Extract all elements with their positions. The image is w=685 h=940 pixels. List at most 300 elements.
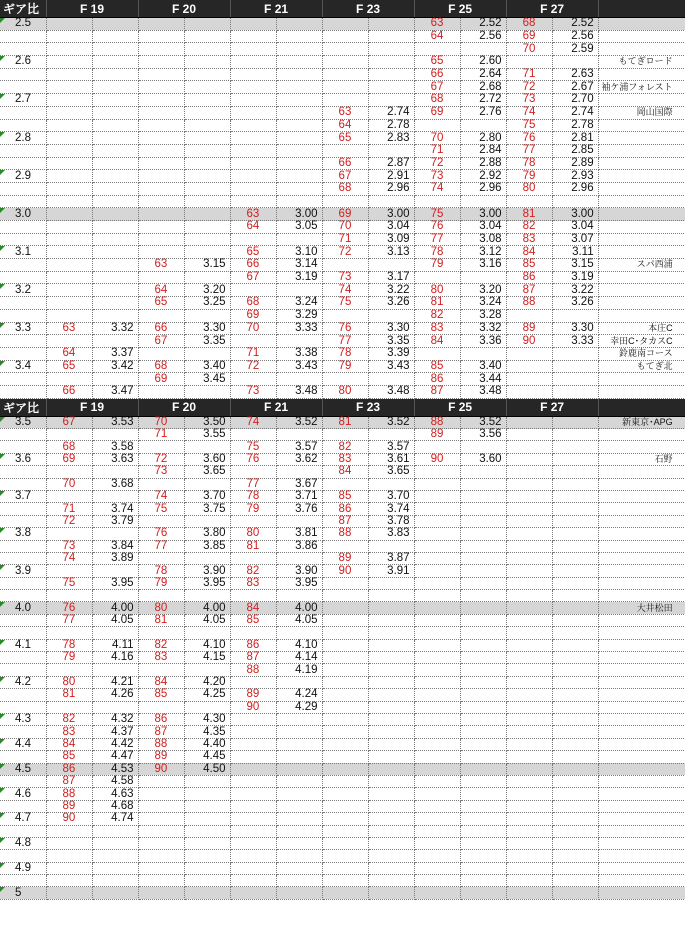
- gear-ratio-cell: [368, 639, 414, 651]
- gear-row: [0, 590, 685, 602]
- gear-ratio-cell: [184, 119, 230, 132]
- gear-ratio-cell: [184, 775, 230, 787]
- chainring-cell: [414, 751, 460, 763]
- chainring-cell: [414, 271, 460, 284]
- gear-ratio-cell: 3.84: [92, 540, 138, 552]
- comment-flag-icon: [0, 764, 5, 769]
- gear-ratio-cell: 3.35: [184, 335, 230, 348]
- chainring-cell: [414, 887, 460, 899]
- chainring-cell: [138, 850, 184, 862]
- chainring-cell: 74: [46, 552, 92, 564]
- gear-ratio-cell: [460, 887, 506, 899]
- course-label: 幸田C･タカスC: [598, 335, 685, 348]
- course-label: [598, 490, 685, 502]
- gear-ratio-cell: 3.14: [276, 259, 322, 272]
- gear-ratio-cell: [276, 800, 322, 812]
- course-label: [598, 208, 685, 221]
- ratio-cell: [0, 738, 46, 750]
- ratio-value: 4.2: [15, 676, 31, 689]
- gear-ratio-cell: [552, 639, 598, 651]
- chainring-cell: [414, 689, 460, 701]
- chainring-cell: 75: [506, 119, 552, 132]
- chainring-cell: 83: [138, 652, 184, 664]
- chainring-cell: 63: [230, 208, 276, 221]
- chainring-cell: 77: [414, 233, 460, 246]
- chainring-cell: [46, 825, 92, 837]
- ratio-cell: [0, 788, 46, 800]
- gear-ratio-cell: 2.89: [552, 157, 598, 170]
- chainring-cell: [46, 627, 92, 639]
- gear-ratio-cell: 3.90: [184, 565, 230, 577]
- gear-ratio-cell: [552, 466, 598, 478]
- chainring-cell: [230, 94, 276, 107]
- comment-flag-icon: [0, 94, 5, 99]
- cog-header-f19: F 19: [46, 399, 138, 417]
- course-label: [598, 157, 685, 170]
- chainring-cell: 77: [230, 478, 276, 490]
- ratio-cell: [0, 875, 46, 887]
- gear-ratio-cell: [276, 552, 322, 564]
- gear-ratio-cell: [92, 373, 138, 386]
- chainring-cell: 70: [322, 221, 368, 234]
- gear-ratio-cell: [92, 528, 138, 540]
- chainring-cell: [138, 664, 184, 676]
- gear-ratio-cell: [552, 385, 598, 398]
- course-label: [598, 862, 685, 874]
- chainring-cell: [230, 850, 276, 862]
- chainring-cell: 74: [414, 182, 460, 195]
- gear-ratio-cell: [460, 195, 506, 208]
- gear-row: [0, 309, 685, 322]
- chainring-cell: [414, 788, 460, 800]
- chainring-cell: [506, 577, 552, 589]
- gear-ratio-cell: [368, 259, 414, 272]
- chainring-cell: 89: [322, 552, 368, 564]
- gear-ratio-cell: [92, 297, 138, 310]
- gear-ratio-cell: [92, 259, 138, 272]
- chainring-cell: 78: [230, 490, 276, 502]
- gear-ratio-cell: [368, 540, 414, 552]
- chainring-cell: [414, 515, 460, 527]
- gear-ratio-cell: [184, 837, 230, 849]
- gear-ratio-cell: [552, 875, 598, 887]
- ratio-cell: [0, 837, 46, 849]
- course-label: [598, 94, 685, 107]
- chainring-cell: [414, 347, 460, 360]
- chainring-cell: [230, 43, 276, 56]
- chainring-cell: [230, 429, 276, 441]
- gear-ratio-cell: [92, 18, 138, 31]
- chainring-cell: [506, 837, 552, 849]
- gear-ratio-cell: [552, 689, 598, 701]
- gear-ratio-cell: 3.32: [92, 322, 138, 335]
- chainring-cell: 76: [506, 132, 552, 145]
- chainring-cell: 90: [230, 701, 276, 713]
- chainring-cell: 86: [322, 503, 368, 515]
- chainring-cell: [46, 373, 92, 386]
- chainring-cell: [414, 614, 460, 626]
- chainring-cell: 87: [230, 652, 276, 664]
- gear-ratio-cell: [276, 68, 322, 81]
- comment-flag-icon: [0, 56, 5, 61]
- gear-ratio-cell: 3.11: [552, 246, 598, 259]
- gear-ratio-cell: [92, 144, 138, 157]
- chainring-cell: 68: [46, 441, 92, 453]
- chainring-cell: [138, 788, 184, 800]
- gear-ratio-cell: [184, 233, 230, 246]
- chainring-cell: 82: [138, 639, 184, 651]
- chainring-cell: 68: [322, 182, 368, 195]
- chainring-cell: 87: [414, 385, 460, 398]
- gear-ratio-cell: [184, 18, 230, 31]
- gear-row: [0, 813, 685, 825]
- gear-ratio-cell: [368, 664, 414, 676]
- gear-ratio-cell: [368, 751, 414, 763]
- gear-row: [0, 453, 685, 465]
- gear-ratio-cell: [184, 875, 230, 887]
- gear-ratio-cell: [276, 825, 322, 837]
- chainring-cell: 86: [46, 763, 92, 775]
- gear-row: [0, 540, 685, 552]
- ratio-cell: [0, 490, 46, 502]
- gear-ratio-cell: [368, 627, 414, 639]
- gear-row: [0, 825, 685, 837]
- gear-ratio-cell: 4.63: [92, 788, 138, 800]
- gear-ratio-cell: [460, 590, 506, 602]
- chainring-cell: 67: [138, 335, 184, 348]
- gear-ratio-cell: [460, 763, 506, 775]
- chainring-cell: 67: [46, 416, 92, 428]
- chainring-cell: 87: [506, 284, 552, 297]
- course-label: 大井松田: [598, 602, 685, 614]
- ratio-cell: [0, 862, 46, 874]
- gear-ratio-cell: [276, 515, 322, 527]
- ratio-cell: [0, 246, 46, 259]
- gear-row: [0, 639, 685, 651]
- chainring-cell: [138, 887, 184, 899]
- gear-ratio-cell: [368, 887, 414, 899]
- gear-ratio-cell: 3.40: [184, 360, 230, 373]
- gear-ratio-cell: 3.33: [276, 322, 322, 335]
- gear-ratio-cell: 3.45: [184, 373, 230, 386]
- course-label: [598, 18, 685, 31]
- chainring-cell: 70: [46, 478, 92, 490]
- course-label: [598, 701, 685, 713]
- chainring-cell: [322, 429, 368, 441]
- gear-ratio-cell: [460, 775, 506, 787]
- course-label: [598, 466, 685, 478]
- ratio-value: 4.4: [15, 737, 31, 750]
- gear-ratio-cell: 4.35: [184, 726, 230, 738]
- gear-ratio-cell: [92, 68, 138, 81]
- ratio-cell: [0, 335, 46, 348]
- gear-ratio-cell: [460, 614, 506, 626]
- gear-ratio-cell: [368, 56, 414, 69]
- chainring-cell: [46, 335, 92, 348]
- gear-ratio-cell: [184, 800, 230, 812]
- gear-ratio-cell: [184, 106, 230, 119]
- gear-ratio-cell: [368, 94, 414, 107]
- gear-ratio-cell: [368, 862, 414, 874]
- gear-ratio-cell: 2.63: [552, 68, 598, 81]
- course-label: 袖ケ浦フォレスト: [598, 81, 685, 94]
- gear-row: [0, 94, 685, 107]
- ratio-value: 3.0: [15, 207, 31, 220]
- comment-flag-icon: [0, 246, 5, 251]
- course-label: [598, 664, 685, 676]
- gear-ratio-cell: [184, 81, 230, 94]
- chainring-cell: [322, 195, 368, 208]
- chainring-cell: [230, 751, 276, 763]
- chainring-cell: 74: [506, 106, 552, 119]
- gear-ratio-cell: [92, 825, 138, 837]
- gear-ratio-cell: [552, 800, 598, 812]
- gear-ratio-cell: [368, 478, 414, 490]
- chainring-cell: [46, 221, 92, 234]
- chainring-cell: [414, 565, 460, 577]
- ratio-cell: [0, 652, 46, 664]
- gear-ratio-cell: 4.42: [92, 738, 138, 750]
- gear-ratio-cell: [460, 639, 506, 651]
- gear-ratio-cell: [552, 195, 598, 208]
- gear-ratio-cell: [552, 309, 598, 322]
- gear-row: [0, 565, 685, 577]
- chainring-cell: [230, 30, 276, 43]
- gear-ratio-table-lower: [0, 399, 685, 900]
- gear-ratio-cell: 2.96: [552, 182, 598, 195]
- chainring-cell: 68: [230, 297, 276, 310]
- gear-ratio-cell: [276, 837, 322, 849]
- chainring-cell: 84: [322, 466, 368, 478]
- gear-ratio-cell: [368, 577, 414, 589]
- chainring-cell: [230, 182, 276, 195]
- gear-ratio-cell: [184, 208, 230, 221]
- chainring-cell: [414, 862, 460, 874]
- ratio-cell: [0, 195, 46, 208]
- upper-rows: [0, 18, 685, 399]
- course-label: [598, 837, 685, 849]
- course-label: [598, 763, 685, 775]
- gear-ratio-cell: 3.17: [368, 271, 414, 284]
- gear-ratio-cell: [184, 309, 230, 322]
- course-label: [598, 429, 685, 441]
- chainring-cell: [46, 701, 92, 713]
- chainring-cell: [414, 43, 460, 56]
- gear-ratio-cell: [92, 195, 138, 208]
- gear-row: [0, 18, 685, 31]
- gear-ratio-cell: [92, 309, 138, 322]
- chainring-cell: [322, 837, 368, 849]
- gear-ratio-cell: 4.25: [184, 689, 230, 701]
- course-label: [598, 132, 685, 145]
- course-label: [598, 788, 685, 800]
- gear-ratio-cell: [552, 788, 598, 800]
- gear-ratio-cell: 3.33: [552, 335, 598, 348]
- chainring-cell: 89: [506, 322, 552, 335]
- course-label: [598, 441, 685, 453]
- chainring-cell: 81: [322, 416, 368, 428]
- gear-ratio-cell: [92, 170, 138, 183]
- ratio-cell: [0, 565, 46, 577]
- cog-header-f23: F 23: [322, 0, 414, 18]
- chainring-cell: [322, 763, 368, 775]
- gear-ratio-cell: [552, 738, 598, 750]
- chainring-cell: [138, 825, 184, 837]
- gear-row: [0, 68, 685, 81]
- gear-ratio-cell: [368, 373, 414, 386]
- course-label: 本庄C: [598, 322, 685, 335]
- gear-ratio-cell: [184, 144, 230, 157]
- gear-ratio-cell: [552, 714, 598, 726]
- chainring-cell: [46, 106, 92, 119]
- gear-ratio-cell: [92, 466, 138, 478]
- gear-ratio-cell: [460, 714, 506, 726]
- chainring-cell: 65: [322, 132, 368, 145]
- gear-ratio-cell: [276, 284, 322, 297]
- gear-ratio-cell: [184, 552, 230, 564]
- gear-ratio-cell: 2.64: [460, 68, 506, 81]
- chainring-cell: [322, 43, 368, 56]
- ratio-cell: [0, 81, 46, 94]
- course-label: [598, 652, 685, 664]
- gear-ratio-cell: [368, 875, 414, 887]
- ratio-value: 3.1: [15, 245, 31, 258]
- cog-header-f23: F 23: [322, 399, 414, 417]
- gear-ratio-cell: 3.53: [92, 416, 138, 428]
- chainring-cell: 70: [506, 43, 552, 56]
- chainring-cell: 73: [46, 540, 92, 552]
- chainring-cell: 89: [230, 689, 276, 701]
- ratio-value: 5: [15, 886, 22, 899]
- gear-ratio-cell: 3.52: [460, 416, 506, 428]
- chainring-cell: [230, 18, 276, 31]
- gear-ratio-cell: [552, 813, 598, 825]
- gear-ratio-cell: [460, 441, 506, 453]
- chainring-cell: [506, 614, 552, 626]
- chainring-cell: [506, 875, 552, 887]
- ratio-cell: [0, 614, 46, 626]
- cog-header-f27: F 27: [506, 0, 598, 18]
- gear-ratio-cell: 3.91: [368, 565, 414, 577]
- gear-ratio-cell: 3.37: [92, 347, 138, 360]
- gear-ratio-cell: 3.60: [460, 453, 506, 465]
- gear-ratio-cell: 2.91: [368, 170, 414, 183]
- ratio-cell: [0, 503, 46, 515]
- chainring-cell: [506, 373, 552, 386]
- gear-ratio-cell: 2.96: [460, 182, 506, 195]
- gear-ratio-cell: 3.20: [460, 284, 506, 297]
- gear-ratio-cell: [92, 208, 138, 221]
- gear-row: [0, 614, 685, 626]
- chainring-cell: 69: [138, 373, 184, 386]
- gear-ratio-cell: 3.68: [92, 478, 138, 490]
- ratio-cell: [0, 751, 46, 763]
- comment-flag-icon: [0, 602, 5, 607]
- gear-ratio-cell: [368, 813, 414, 825]
- chainring-cell: 85: [506, 259, 552, 272]
- gear-ratio-cell: 4.45: [184, 751, 230, 763]
- gear-ratio-cell: [460, 751, 506, 763]
- gear-ratio-cell: 3.83: [368, 528, 414, 540]
- chainring-cell: 77: [138, 540, 184, 552]
- chainring-cell: [322, 18, 368, 31]
- gear-ratio-cell: [552, 664, 598, 676]
- chainring-cell: [506, 515, 552, 527]
- gear-ratio-cell: [368, 309, 414, 322]
- gear-ratio-cell: 2.67: [552, 81, 598, 94]
- chainring-cell: 71: [322, 233, 368, 246]
- gear-ratio-cell: 3.13: [368, 246, 414, 259]
- chainring-cell: 80: [322, 385, 368, 398]
- chainring-cell: 88: [46, 788, 92, 800]
- gear-ratio-cell: [92, 94, 138, 107]
- gear-ratio-cell: [552, 726, 598, 738]
- gear-ratio-cell: 3.48: [276, 385, 322, 398]
- chainring-cell: 83: [506, 233, 552, 246]
- chainring-cell: 74: [138, 490, 184, 502]
- gear-ratio-cell: [368, 614, 414, 626]
- gear-ratio-cell: [184, 887, 230, 899]
- ratio-value: 4.8: [15, 837, 31, 850]
- chainring-cell: [138, 208, 184, 221]
- chainring-cell: 86: [506, 271, 552, 284]
- course-label: 石野: [598, 453, 685, 465]
- gear-row: [0, 335, 685, 348]
- chainring-cell: [506, 800, 552, 812]
- gear-ratio-cell: [184, 825, 230, 837]
- chainring-cell: [322, 676, 368, 688]
- chainring-cell: [230, 170, 276, 183]
- chainring-cell: 72: [506, 81, 552, 94]
- gear-ratio-cell: 4.19: [276, 664, 322, 676]
- cog-header-f21: F 21: [230, 0, 322, 18]
- gear-ratio-cell: 4.47: [92, 751, 138, 763]
- chainring-cell: 85: [322, 490, 368, 502]
- gear-ratio-cell: 2.76: [460, 106, 506, 119]
- course-label: [598, 552, 685, 564]
- chainring-cell: [230, 373, 276, 386]
- chainring-cell: [230, 233, 276, 246]
- gear-row: [0, 182, 685, 195]
- gear-ratio-cell: [552, 528, 598, 540]
- gear-ratio-cell: [368, 701, 414, 713]
- course-label: 岡山国際: [598, 106, 685, 119]
- course-label: [598, 119, 685, 132]
- chainring-cell: [46, 170, 92, 183]
- gear-ratio-cell: [368, 726, 414, 738]
- gear-ratio-cell: [552, 701, 598, 713]
- chainring-cell: [138, 119, 184, 132]
- chainring-cell: [506, 689, 552, 701]
- chainring-cell: [506, 441, 552, 453]
- gear-ratio-cell: 3.65: [368, 466, 414, 478]
- gear-ratio-cell: 3.57: [276, 441, 322, 453]
- gear-ratio-cell: [276, 157, 322, 170]
- gear-ratio-cell: [460, 528, 506, 540]
- chainring-cell: [322, 850, 368, 862]
- ratio-cell: [0, 726, 46, 738]
- gear-ratio-cell: [92, 119, 138, 132]
- chainring-cell: [230, 81, 276, 94]
- chainring-cell: [322, 813, 368, 825]
- gear-ratio-cell: 2.85: [552, 144, 598, 157]
- ratio-cell: [0, 466, 46, 478]
- gear-ratio-cell: [184, 132, 230, 145]
- chainring-cell: [46, 259, 92, 272]
- gear-ratio-cell: [276, 850, 322, 862]
- gear-ratio-cell: [92, 335, 138, 348]
- chainring-cell: [506, 862, 552, 874]
